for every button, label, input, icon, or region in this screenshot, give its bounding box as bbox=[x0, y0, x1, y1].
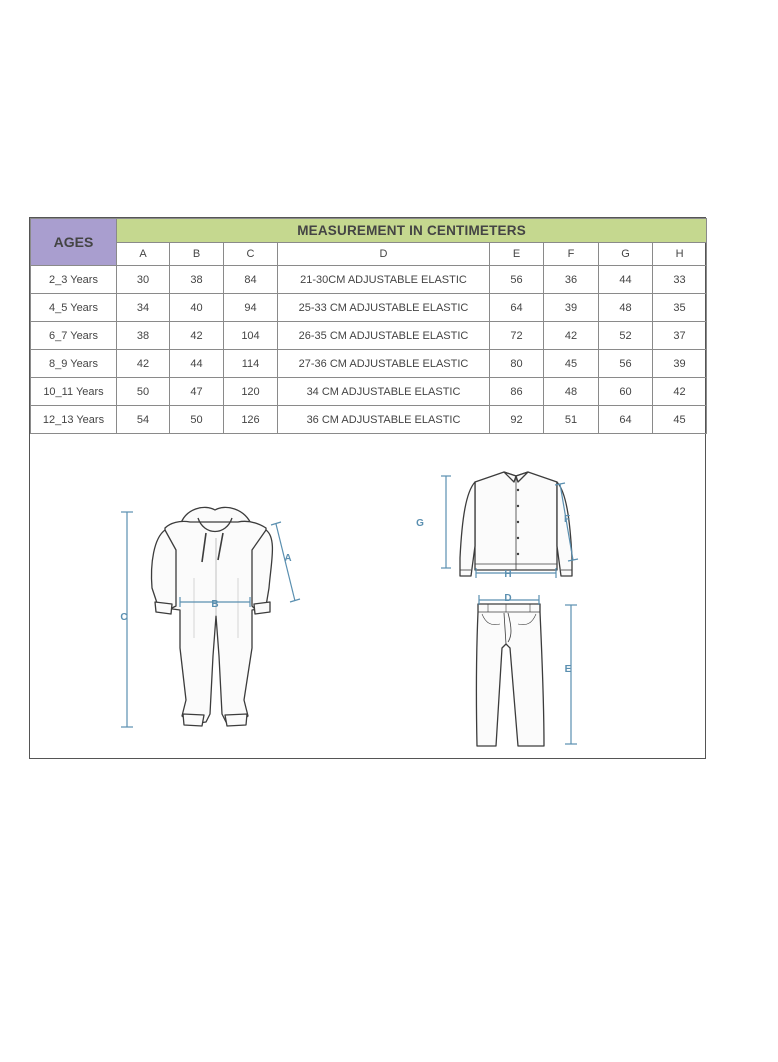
table-row bbox=[31, 378, 707, 406]
value-cell: 48 bbox=[544, 378, 599, 406]
value-cell: 48 bbox=[599, 294, 653, 322]
value-cell: 42 bbox=[544, 322, 599, 350]
table-row bbox=[31, 294, 707, 322]
value-cell: 52 bbox=[599, 322, 653, 350]
value-cell: 30 bbox=[117, 266, 170, 294]
value-cell: 47 bbox=[170, 378, 224, 406]
dimension-label-e: E bbox=[564, 664, 572, 675]
value-cell: 60 bbox=[599, 378, 653, 406]
value-cell: 126 bbox=[224, 406, 278, 434]
age-cell: 8_9 Years bbox=[31, 350, 117, 378]
shirt-illustration bbox=[460, 472, 572, 576]
age-cell: 12_13 Years bbox=[31, 406, 117, 434]
value-cell: 94 bbox=[224, 294, 278, 322]
value-cell: 34 CM ADJUSTABLE ELASTIC bbox=[278, 378, 490, 406]
dimension-label-f: F bbox=[563, 514, 571, 525]
value-cell: 64 bbox=[599, 406, 653, 434]
value-cell: 45 bbox=[653, 406, 707, 434]
value-cell: 45 bbox=[544, 350, 599, 378]
value-cell: 21-30CM ADJUSTABLE ELASTIC bbox=[278, 266, 490, 294]
dimension-label-d: D bbox=[504, 593, 512, 604]
pants-illustration bbox=[476, 604, 544, 746]
value-cell: 36 bbox=[544, 266, 599, 294]
value-cell: 39 bbox=[653, 350, 707, 378]
value-cell: 25-33 CM ADJUSTABLE ELASTIC bbox=[278, 294, 490, 322]
table-row bbox=[31, 406, 707, 434]
value-cell: 38 bbox=[170, 266, 224, 294]
age-cell: 6_7 Years bbox=[31, 322, 117, 350]
age-cell: 4_5 Years bbox=[31, 294, 117, 322]
value-cell: 64 bbox=[490, 294, 544, 322]
table-row bbox=[31, 350, 707, 378]
column-header-c: C bbox=[224, 243, 278, 266]
size-table bbox=[30, 218, 707, 434]
column-header-f: F bbox=[544, 243, 599, 266]
value-cell: 33 bbox=[653, 266, 707, 294]
value-cell: 38 bbox=[117, 322, 170, 350]
age-cell: 10_11 Years bbox=[31, 378, 117, 406]
value-cell: 50 bbox=[117, 378, 170, 406]
value-cell: 50 bbox=[170, 406, 224, 434]
column-header-a: A bbox=[117, 243, 170, 266]
dimension-label-b: B bbox=[211, 599, 219, 610]
onesie-illustration bbox=[152, 507, 273, 726]
column-header-e: E bbox=[490, 243, 544, 266]
age-cell: 2_3 Years bbox=[31, 266, 117, 294]
value-cell: 92 bbox=[490, 406, 544, 434]
table-row bbox=[31, 266, 707, 294]
value-cell: 26-35 CM ADJUSTABLE ELASTIC bbox=[278, 322, 490, 350]
value-cell: 44 bbox=[170, 350, 224, 378]
column-header-b: B bbox=[170, 243, 224, 266]
value-cell: 86 bbox=[490, 378, 544, 406]
size-chart bbox=[29, 217, 706, 759]
column-header-d: D bbox=[278, 243, 490, 266]
column-header-g: G bbox=[599, 243, 653, 266]
value-cell: 42 bbox=[653, 378, 707, 406]
value-cell: 84 bbox=[224, 266, 278, 294]
value-cell: 36 CM ADJUSTABLE ELASTIC bbox=[278, 406, 490, 434]
value-cell: 35 bbox=[653, 294, 707, 322]
measurement-title: MEASUREMENT IN CENTIMETERS bbox=[117, 219, 707, 243]
table-row bbox=[31, 322, 707, 350]
measurement-illustrations bbox=[30, 438, 706, 759]
value-cell: 34 bbox=[117, 294, 170, 322]
value-cell: 27-36 CM ADJUSTABLE ELASTIC bbox=[278, 350, 490, 378]
value-cell: 120 bbox=[224, 378, 278, 406]
ages-header: AGES bbox=[31, 219, 117, 266]
value-cell: 42 bbox=[117, 350, 170, 378]
value-cell: 40 bbox=[170, 294, 224, 322]
value-cell: 56 bbox=[599, 350, 653, 378]
value-cell: 56 bbox=[490, 266, 544, 294]
value-cell: 39 bbox=[544, 294, 599, 322]
dimension-label-g: G bbox=[416, 518, 424, 529]
value-cell: 54 bbox=[117, 406, 170, 434]
column-header-h: H bbox=[653, 243, 707, 266]
value-cell: 42 bbox=[170, 322, 224, 350]
dimension-label-a: A bbox=[284, 553, 292, 564]
value-cell: 37 bbox=[653, 322, 707, 350]
dimension-label-h: H bbox=[504, 569, 512, 580]
value-cell: 104 bbox=[224, 322, 278, 350]
value-cell: 80 bbox=[490, 350, 544, 378]
value-cell: 51 bbox=[544, 406, 599, 434]
value-cell: 44 bbox=[599, 266, 653, 294]
dimension-label-c: C bbox=[120, 612, 128, 623]
value-cell: 72 bbox=[490, 322, 544, 350]
value-cell: 114 bbox=[224, 350, 278, 378]
